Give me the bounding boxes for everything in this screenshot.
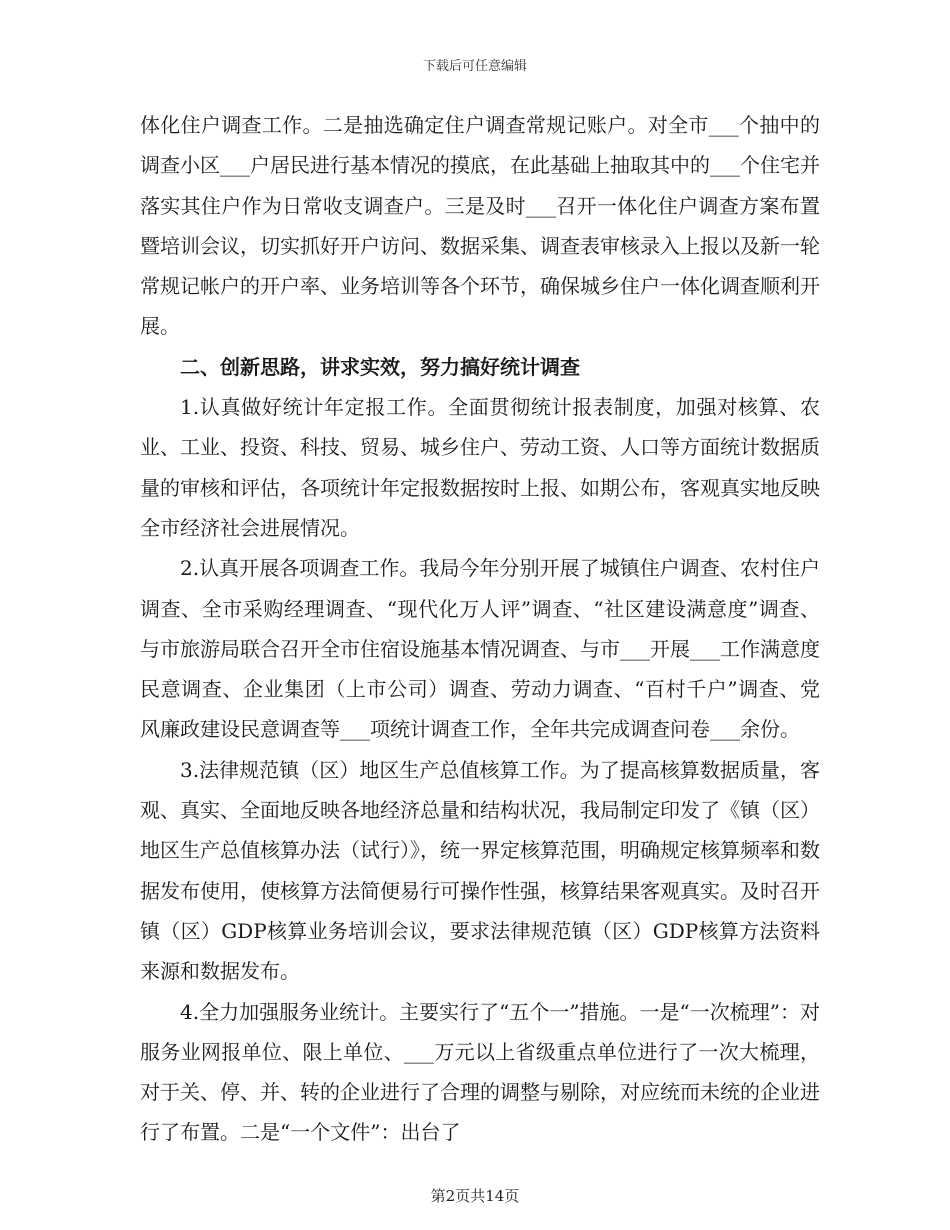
page-header-note: 下载后可任意编辑 [422, 59, 527, 74]
paragraph-item-1: 1.认真做好统计年定报工作。全面贯彻统计报表制度，加强对核算、农业、工业、投资、科技、贸易、城乡住户、劳动工资、人口等方面统计数据质量的审核和评估，各项统计年定报数据按时上报、如期公布，客观真实地反映全市经济社会进展情况。 [140, 395, 820, 540]
paragraph-item-4: 4.全力加强服务业统计。主要实行了“五个一”措施。一是“一次梳理”：对服务业网报单位、限上单位、___万元以上省级重点单位进行了一次大梳理，对于关、停、并、转的企业进行了合理的调整与剔除，对应统而未统的企业进行了布置。二是“一个文件”：出台了 [140, 999, 820, 1145]
section-heading: 二、创新思路，讲求实效，努力搞好统计调查 [180, 354, 580, 379]
page-number: 第2页共14页 [430, 1187, 520, 1205]
paragraph-item-2: 2.认真开展各项调查工作。我局今年分别开展了城镇住户调查、农村住户调查、全市采购经理调查、“现代化万人评”调查、“社区建设满意度”调查、与市旅游局联合召开全市住宿设施基本情况调查、与市___开展___工作满意度民意调查、企业集团（上市公司）调查、劳动力调查、“百村千户”调查、党风廉政建设民意调查等___项统计调查工作，全年共完成调查问卷___余份。 [140, 556, 820, 742]
paragraph-continuation: 体化住户调查工作。二是抽选确定住户调查常规记账户。对全市___个抽中的调查小区___户居民进行基本情况的摸底，在此基础上抽取其中的___个住宅并落实其住户作为日常收支调查户。三是及时___召开一体化住户调查方案布置暨培训会议，切实抓好开户访问、数据采集、调查表审核录入上报以及新一轮常规记帐户的开户率、业务培训等各个环节，确保城乡住户一体化调查顺利开展。 [140, 113, 820, 339]
document-body [140, 105, 820, 1153]
paragraph-item-3: 3.法律规范镇（区）地区生产总值核算工作。为了提高核算数据质量，客观、真实、全面地反映各地经济总量和结构状况，我局制定印发了《镇（区）地区生产总值核算办法（试行）》，统一界定核算范围，明确规定核算频率和数据发布使用，使核算方法简便易行可操作性强，核算结果客观真实。及时召开镇（区）GDP核算业务培训会议，要求法律规范镇（区）GDP核算方法资料来源和数据发布。 [140, 757, 820, 984]
